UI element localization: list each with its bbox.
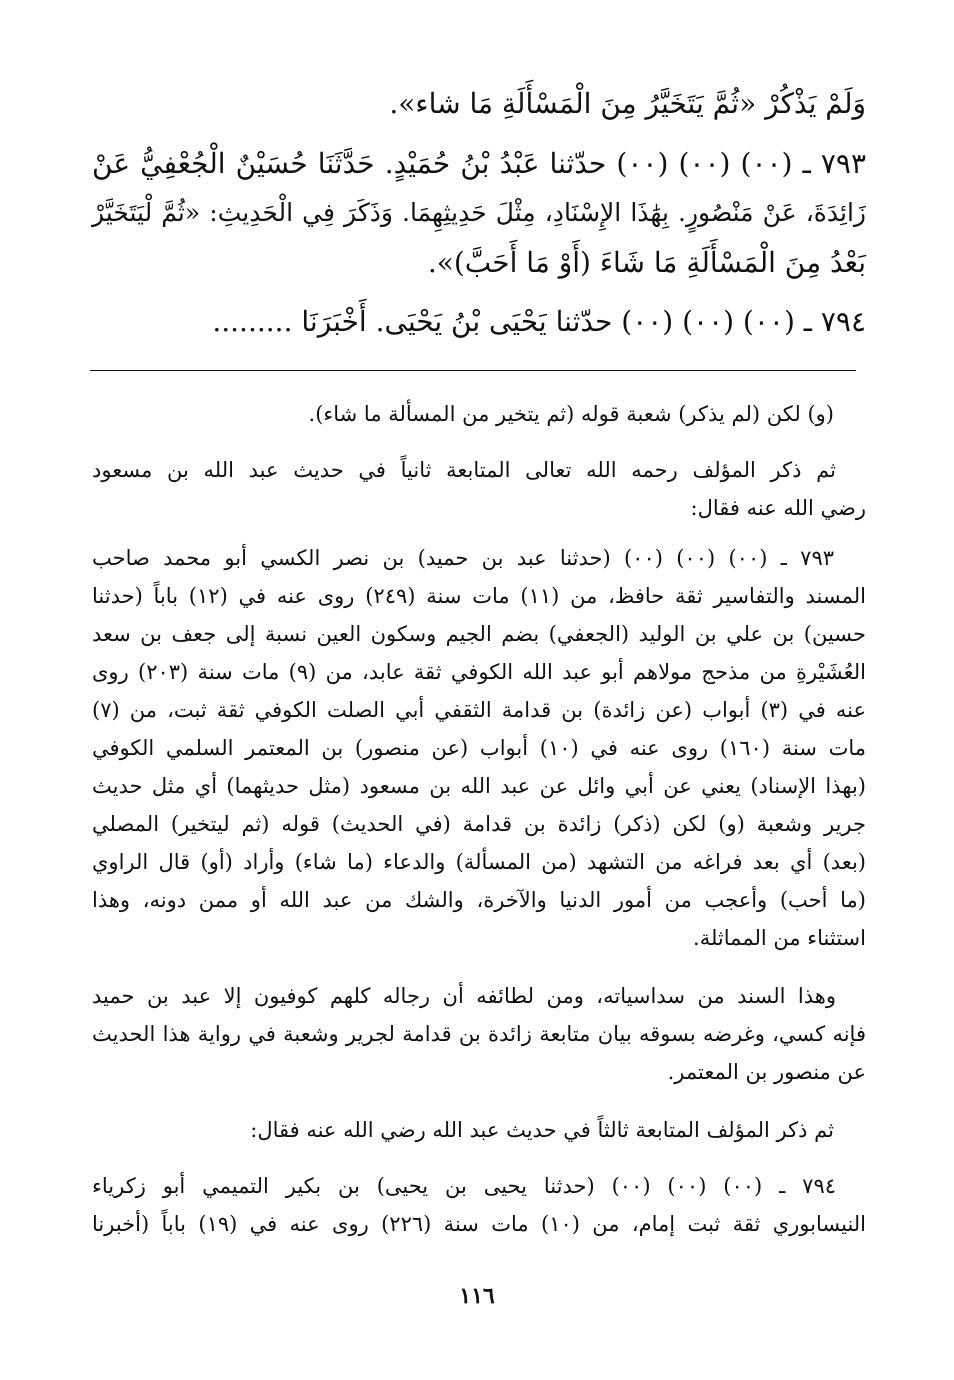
sharh-line-5: المسند والتفاسير ثقة حافظ، من (١١) مات سنة (٢٤٩) روى عنه في (١٢) باباً (حدثنا <box>92 584 866 608</box>
sharh-line-15: وهذا السند من سداسياته، ومن لطائفه أن رجاله كلهم كوفيون إلا عبد بن حميد <box>92 984 836 1008</box>
sharh-line-4: ٧٩٣ ـ (٠٠) (٠٠) (٠٠) (حدثنا عبد بن حميد) بن نصر الكسي أبو محمد صاحب <box>92 546 835 570</box>
sharh-line-17: عن منصور بن المعتمر. <box>667 1060 866 1084</box>
matn-line-5: ٧٩٤ ـ (٠٠) (٠٠) (٠٠) حدّثنا يَحْيَى بْنُ يَحْيَى. أَخْبَرَنَا ......... <box>212 305 866 338</box>
sharh-line-9: مات سنة (١٦٠) روى عنه في (١٠) أبواب (عن منصور) بن المعتمر السلمي الكوفي <box>92 736 866 760</box>
sharh-line-1: (و) لكن (لم يذكر) شعبة قوله (ثم يتخير من المسألة ما شاء). <box>308 402 834 426</box>
sharh-line-14: استثناء من المماثلة. <box>693 926 866 950</box>
matn-line-4: بَعْدُ مِنَ الْمَسْأَلَةِ مَا شَاءَ (أَوْ مَا أَحَبَّ)». <box>427 246 866 279</box>
page-number: ١١٦ <box>459 1283 495 1309</box>
sharh-line-7: العُشَيْرةِ من مذحج مولاهم أبو عبد الله الكوفي ثقة عابد، من (٩) مات سنة (٢٠٣) روى <box>92 660 867 684</box>
sharh-line-18: ثم ذكر المؤلف المتابعة ثالثاً في حديث عبد الله رضي الله عنه فقال: <box>250 1118 834 1142</box>
sharh-line-13: (ما أحب) وأعجب من أمور الدنيا والآخرة، والشك من عبد الله أو ممن دونه، وهذا <box>92 888 866 912</box>
matn-line-1: وَلَمْ يَذْكُرْ «ثُمَّ يَتَخَيَّرُ مِنَ الْمَسْأَلَةِ مَا شاء». <box>389 87 866 120</box>
sharh-line-11: جرير وشعبة (و) لكن (ذكر) زائدة بن قدامة (في الحديث) قوله (ثم ليتخير) المصلي <box>92 812 866 836</box>
sharh-line-10: (بهذا الإسناد) يعني عن أبي وائل عن عبد الله بن مسعود (مثل حديثهما) أي مثل حديث <box>92 774 866 798</box>
section-divider <box>90 370 856 371</box>
sharh-line-19: ٧٩٤ ـ (٠٠) (٠٠) (٠٠) (حدثنا يحيى بن يحيى) بن بكير التميمي أبو زكرياء <box>92 1174 837 1198</box>
matn-line-3: زَائِدَةَ، عَنْ مَنْصُورٍ. بِهَٰذَا الإِسْنَادِ، مِثْلَ حَدِيثِهِمَا. وَذَكَرَ فِي الْحَدِيثِ: «ثُمَّ لْيَتَخَيَّرْ <box>92 198 866 227</box>
sharh-line-8: عنه في (٣) أبواب (عن زائدة) بن قدامة الثقفي أبي الصلت الكوفي ثقة ثبت، من (٧) <box>92 698 866 722</box>
sharh-line-20: النيسابوري ثقة ثبت إمام، من (١٠) مات سنة (٢٢٦) روى عنه في (١٩) باباً (أخبرنا <box>92 1212 867 1236</box>
sharh-line-3: رضي الله عنه فقال: <box>690 496 866 520</box>
sharh-line-12: (بعد) أي بعد فراغه من التشهد (من المسألة) والدعاء (ما شاء) وأراد (أو) قال الراوي <box>92 850 866 874</box>
matn-line-2: ٧٩٣ ـ (٠٠) (٠٠) (٠٠) حدّثنا عَبْدُ بْنُ حُمَيْدٍ. حَدَّثَنَا حُسَيْنٌ الْجُعْفِيُّ عَنْ <box>92 147 867 180</box>
sharh-line-2: ثم ذكر المؤلف رحمه الله تعالى المتابعة ثانياً في حديث عبد الله بن مسعود <box>92 458 836 482</box>
sharh-line-16: فإنه كسي، وغرضه بسوقه بيان متابعة زائدة بن قدامة لجرير وشعبة في رواية هذا الحديث <box>92 1022 866 1046</box>
sharh-line-6: حسين) بن علي بن الوليد (الجعفي) بضم الجيم وسكون العين نسبة إلى جعف بن سعد <box>92 622 866 646</box>
